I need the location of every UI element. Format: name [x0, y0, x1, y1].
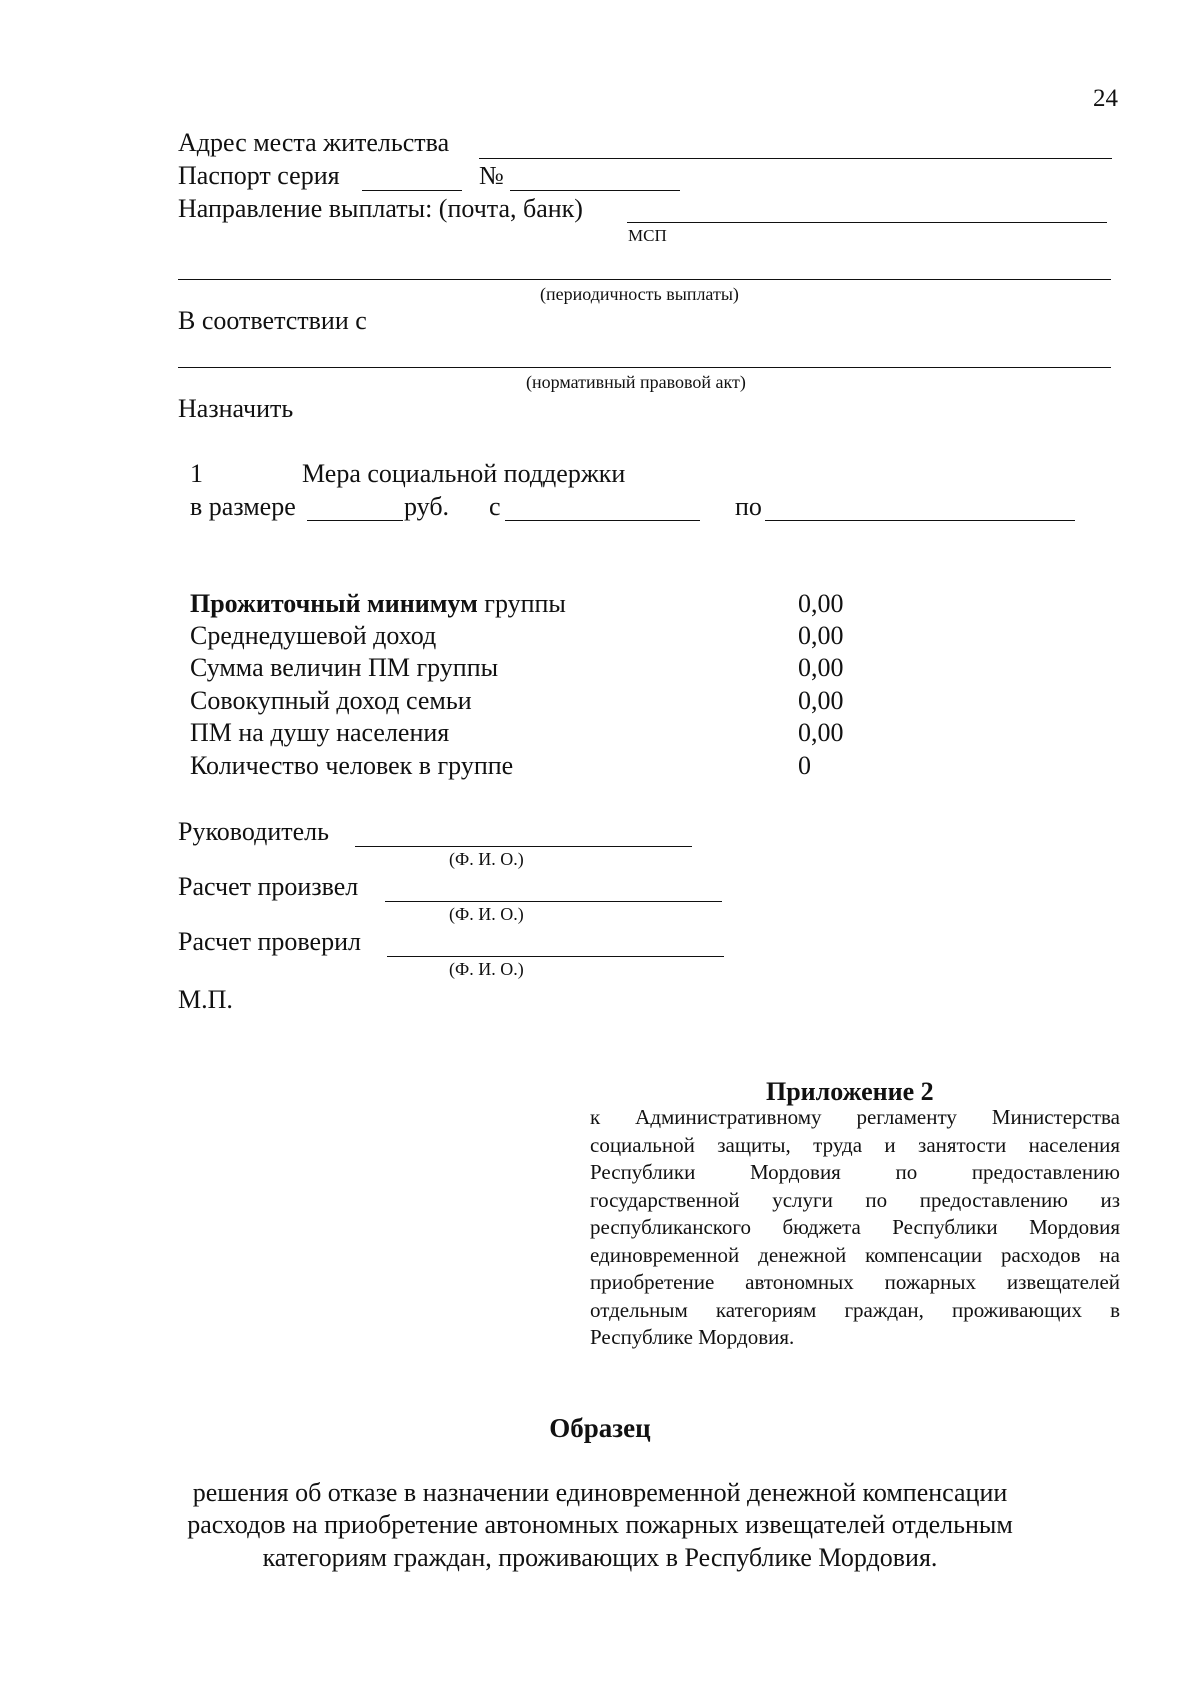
stats-row-label: [190, 588, 566, 620]
page-number: 24: [1093, 85, 1118, 112]
legal-act-caption: (нормативный правовой акт): [526, 372, 746, 392]
accordance-label: В соответствии с: [178, 306, 367, 335]
measure-number: 1: [190, 459, 203, 488]
appendix-title: Приложение 2: [766, 1077, 934, 1106]
date-from-blank-line: [505, 520, 700, 521]
fio-caption: (Ф. И. О.): [449, 904, 524, 924]
stats-row-value: 0: [798, 751, 811, 780]
sample-line-3: категориям граждан, проживающих в Республике Мордовия.: [262, 1543, 938, 1572]
date-to-blank-line: [765, 520, 1075, 521]
currency-label: руб.: [404, 492, 450, 521]
address-label: Адрес места жительства: [178, 128, 450, 157]
date-from-label: с: [489, 492, 501, 521]
stats-row-label: Совокупный доход семьи: [190, 686, 472, 715]
stats-row-value: 0,00: [798, 621, 844, 650]
passport-series-blank-line: [362, 190, 462, 191]
calc-done-signature-line: [385, 901, 722, 902]
periodicity-blank-line: [178, 279, 1111, 280]
passport-series-label: Паспорт серия: [178, 161, 340, 190]
sample-title: Образец: [549, 1413, 651, 1443]
assign-label: Назначить: [178, 394, 294, 423]
stats-row-value: 0,00: [798, 718, 844, 747]
sample-line-1: решения об отказе в назначении единовременной денежной компенсации: [192, 1478, 1008, 1507]
fio-caption: (Ф. И. О.): [449, 849, 524, 869]
amount-blank-line: [307, 520, 403, 521]
stats-row-label: Сумма величин ПМ группы: [190, 653, 499, 682]
stats-row-label: Среднедушевой доход: [190, 621, 437, 650]
passport-number-sign: №: [479, 161, 504, 190]
payout-direction-label: Направление выплаты: (почта, банк): [178, 194, 583, 223]
legal-act-blank-line: [178, 367, 1111, 368]
payout-direction-blank-line: [627, 222, 1107, 223]
measure-title: Мера социальной поддержки: [302, 459, 626, 488]
appendix-text: к Административному регламенту Министерства социальной защиты, труда и занятости населения Республики Мордовия по предоставлению государственной услуги по предоставлению из республиканского бюджета Республики Мордовия единовременной денежной компенсации расходов на приобретение автономных пожарных извещателей отдельным категориям граждан, проживающих в Республике Мордовия.: [590, 1105, 1120, 1349]
stats-row-label: ПМ на душу населения: [190, 718, 450, 747]
calc-done-label: Расчет произвел: [178, 872, 359, 901]
stats-row-value: 0,00: [798, 589, 844, 618]
sample-line-2: расходов на приобретение автономных пожарных извещателей отдельным: [187, 1510, 1013, 1539]
head-signature-line: [355, 846, 692, 847]
stats-row-label-bold: Прожиточный минимум: [190, 589, 478, 618]
periodicity-caption: (периодичность выплаты): [540, 284, 739, 304]
msp-caption: МСП: [628, 226, 667, 245]
passport-number-blank-line: [510, 190, 680, 191]
amount-prefix: в размере: [190, 492, 296, 521]
date-to-label: по: [735, 492, 762, 521]
stats-row-label: Количество человек в группе: [190, 751, 514, 780]
fio-caption: (Ф. И. О.): [449, 959, 524, 979]
calc-checked-signature-line: [387, 956, 724, 957]
calc-checked-label: Расчет проверил: [178, 927, 361, 956]
stats-row-label-rest: группы: [477, 589, 566, 618]
address-blank-line: [479, 158, 1112, 159]
stats-row-value: 0,00: [798, 653, 844, 682]
head-label: Руководитель: [178, 817, 329, 846]
stamp-place: М.П.: [178, 985, 233, 1014]
stats-row-value: 0,00: [798, 686, 844, 715]
